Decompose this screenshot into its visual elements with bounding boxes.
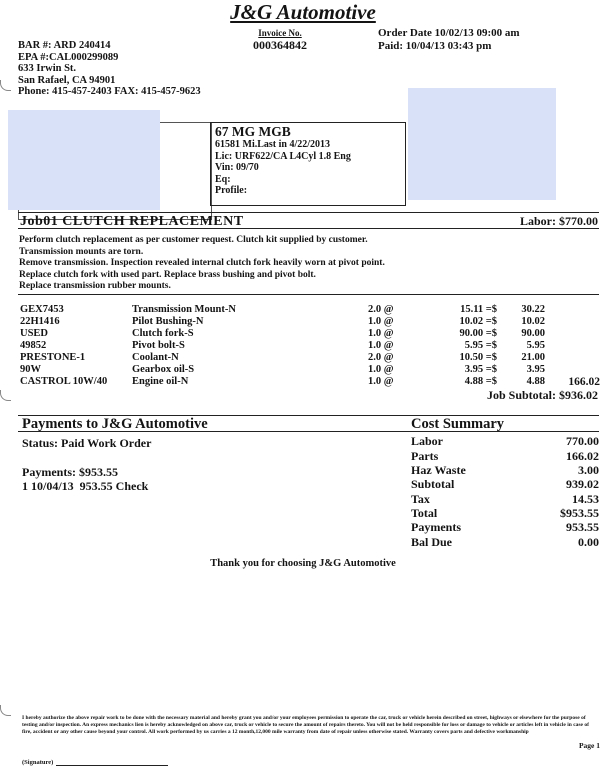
job-note: Replace transmission rubber mounts.: [19, 281, 171, 291]
part-total: 30.22: [521, 304, 545, 315]
shop-phone: Phone: 415-457-2403 FAX: 415-457-9623: [18, 86, 201, 97]
parts-table-wrap: [20, 304, 600, 388]
bar-number: BAR #: ARD 240414: [18, 40, 111, 51]
part-desc: Transmission Mount-N: [132, 304, 236, 315]
payments-title: Payments to J&G Automotive: [22, 416, 208, 432]
part-total: 90.00: [521, 328, 545, 339]
redacted-right-block: [408, 88, 556, 200]
payment-status: Status: Paid Work Order: [22, 436, 152, 450]
summary-label: Parts: [411, 449, 439, 463]
part-code: 22H1416: [20, 316, 60, 327]
shop-street: 633 Irwin St.: [18, 63, 77, 74]
invoice-block: [230, 28, 330, 53]
job-note: Perform clutch replacement as per customer request. Clutch kit supplied by customer.: [19, 235, 368, 245]
shop-city: San Rafael, CA 94901: [18, 74, 116, 86]
epa-number: EPA #:CAL000299089: [18, 51, 119, 63]
part-qty: 1.0 @: [368, 316, 394, 327]
part-desc: Coolant-N: [132, 352, 179, 363]
summary-row-bal-due: [411, 535, 599, 549]
summary-label: Haz Waste: [411, 463, 466, 477]
part-subtotal: [545, 352, 600, 364]
part-subtotal: [545, 340, 600, 352]
binder-hole-mark: [0, 80, 11, 91]
table-row: [20, 304, 600, 316]
summary-row-parts: [411, 449, 599, 463]
summary-value: 3.00: [578, 463, 599, 477]
part-code: 49852: [20, 340, 47, 351]
job-top-rule: [18, 212, 599, 213]
part-qty: 1.0 @: [368, 340, 394, 351]
part-subtotal: [545, 304, 600, 316]
invoice-number: 000364842: [253, 38, 307, 52]
thank-you-note: Thank you for choosing J&G Automotive: [210, 558, 396, 569]
part-subtotal: [545, 316, 600, 328]
cost-summary-title: Cost Summary: [411, 416, 505, 432]
parts-table: [20, 304, 600, 388]
part-price: 4.88 =$: [464, 376, 497, 387]
part-total: 3.95: [526, 364, 545, 375]
part-desc: Gearbox oil-S: [132, 364, 195, 375]
vehicle-info: [215, 124, 351, 197]
summary-row-tax: [411, 492, 599, 506]
part-price: 90.00 =$: [459, 328, 497, 339]
order-dates: [378, 27, 520, 53]
part-desc: Clutch fork-S: [132, 328, 194, 339]
part-code: PRESTONE-1: [20, 352, 86, 363]
part-total: 10.02: [521, 316, 545, 327]
part-total: 21.00: [521, 352, 545, 363]
part-code: 90W: [20, 364, 41, 375]
summary-label: Payments: [411, 520, 461, 534]
payment-entry: 1 10/04/13 953.55 Check: [22, 479, 149, 493]
summary-value: $953.55: [560, 506, 599, 520]
signature-label: (Signature): [22, 759, 54, 766]
summary-label: Total: [411, 506, 438, 520]
part-code: GEX7453: [20, 304, 64, 315]
table-row: [20, 352, 600, 364]
summary-value: 770.00: [566, 434, 599, 448]
order-date: Order Date 10/02/13 09:00 am: [378, 27, 520, 39]
summary-value: 939.02: [566, 477, 599, 491]
binder-hole-mark: [0, 705, 11, 716]
vehicle-eq: Eq:: [215, 173, 231, 185]
invoice-label: Invoice No.: [258, 28, 302, 38]
summary-label: Subtotal: [411, 477, 455, 491]
authorization-disclaimer: I hereby authorize the above repair work to be done with the necessary material and hereby grant you and/or your employees permission to operate the car, truck or vehicle herein described on street, highways or elsewhere for the purpose of testing and/or inspection. An express mechanics lien is hereby acknowledged on above car, truck or vehicle to secure the amount of repairs thereto. You will not be held responsible for loss or damage to vehicle or articles left in vehicle in case of fire, accident or any other cause beyond your control. All work performed by us carries a 12 month,12,000 mile warranty from date of repair unless otherwise stated. Warranty covers parts and defective workmanship: [22, 715, 589, 735]
vehicle-vin: Vin: 09/70: [215, 162, 259, 173]
summary-label: Tax: [411, 492, 430, 506]
table-row: [20, 340, 600, 352]
part-qty: 1.0 @: [368, 376, 394, 387]
job-note: Remove transmission. Inspection revealed internal clutch fork heavily worn at pivot point.: [19, 258, 385, 268]
vehicle-title: 67 MG MGB: [215, 124, 291, 139]
summary-row-payments: [411, 520, 599, 534]
summary-value: 0.00: [578, 535, 599, 549]
vehicle-license: Lic: URF622/CA L4Cyl 1.8 Eng: [215, 150, 351, 162]
job-notes: [19, 235, 385, 293]
table-row: [20, 364, 600, 376]
job-note: Transmission mounts are torn.: [19, 246, 144, 257]
summary-label: Bal Due: [411, 535, 453, 549]
summary-value: 166.02: [566, 449, 599, 463]
summary-row-haz-waste: [411, 463, 599, 477]
part-price: 3.95 =$: [464, 364, 497, 375]
shop-info: [18, 40, 201, 98]
table-row: [20, 376, 600, 388]
job-labor: Labor: $770.00: [520, 214, 598, 228]
part-qty: 1.0 @: [368, 328, 394, 339]
part-code: CASTROL 10W/40: [20, 376, 108, 387]
binder-hole-mark: [0, 390, 11, 401]
part-total: 4.88: [526, 376, 545, 387]
page-number: Page 1: [578, 741, 600, 750]
part-qty: 2.0 @: [368, 352, 394, 363]
part-price: 5.95 =$: [464, 340, 497, 351]
part-desc: Pivot bolt-S: [132, 340, 185, 351]
payments-total: Payments: $953.55: [22, 465, 118, 479]
part-price: 10.50 =$: [459, 352, 497, 363]
job-title: Job01 CLUTCH REPLACEMENT: [20, 214, 244, 229]
summary-value: 14.53: [572, 492, 599, 506]
company-title: J&G Automotive: [230, 0, 376, 24]
part-desc: Engine oil-N: [132, 376, 189, 387]
job-note: Replace clutch fork with used part. Replace brass bushing and pivot bolt.: [19, 269, 316, 280]
notes-rule: [18, 294, 599, 295]
part-subtotal: 166.02: [568, 376, 600, 388]
part-desc: Pilot Bushing-N: [132, 316, 204, 327]
part-price: 10.02 =$: [459, 316, 497, 327]
job-subtotal: Job Subtotal: $936.02: [486, 388, 598, 402]
signature-line: [56, 765, 168, 766]
part-qty: 2.0 @: [368, 304, 394, 315]
summary-row-subtotal: [411, 477, 599, 491]
part-subtotal: [545, 328, 600, 340]
summary-row-total: [411, 506, 599, 520]
part-subtotal: [545, 364, 600, 376]
summary-value: 953.55: [566, 520, 599, 534]
table-row: [20, 316, 600, 328]
redacted-customer-info: [8, 110, 160, 210]
table-row: [20, 328, 600, 340]
part-qty: 1.0 @: [368, 364, 394, 375]
part-total: 5.95: [526, 340, 545, 351]
paid-date: Paid: 10/04/13 03:43 pm: [378, 40, 492, 52]
part-code: USED: [20, 328, 49, 339]
part-price: 15.11 =$: [460, 304, 497, 315]
summary-row-labor: [411, 434, 599, 448]
summary-label: Labor: [411, 434, 444, 448]
vehicle-mileage: 61581 Mi.Last in 4/22/2013: [215, 139, 331, 150]
vehicle-profile: Profile:: [215, 185, 248, 196]
